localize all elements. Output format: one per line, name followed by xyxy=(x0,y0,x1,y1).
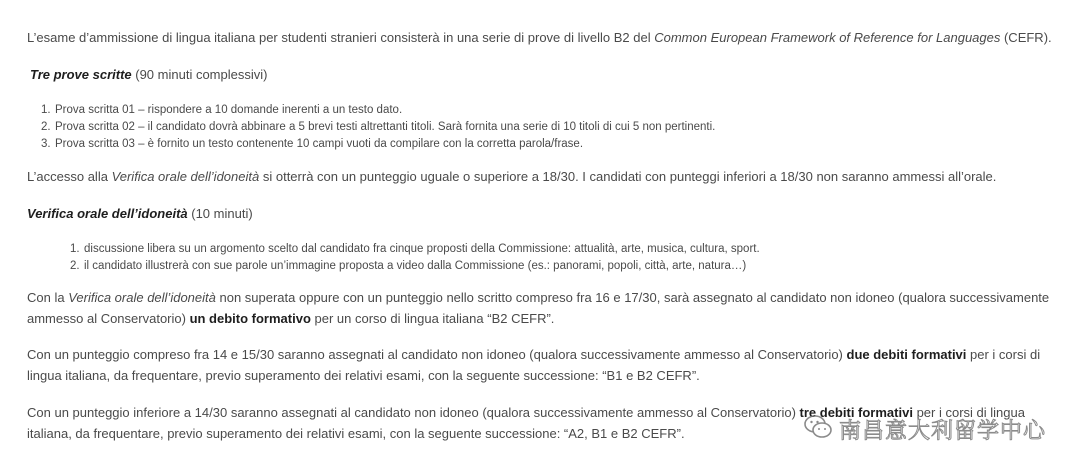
intro-paragraph: L’esame d’ammissione di lingua italiana per studenti stranieri consisterà in una serie di prove di livello B2 del Common European Framework of Reference for Languages (CEFR). xyxy=(27,30,1052,45)
list-item: 3. Prova scritta 03 – è fornito un testo contenente 10 campi vuoti da compilare con la corretta parola/frase. xyxy=(41,138,584,150)
wechat-icon xyxy=(803,414,833,445)
debit-two-paragraph: Con un punteggio compreso fra 14 e 15/30 saranno assegnati al candidato non idoneo (qualora successivamente ammesso al Conservatorio) due debiti formativi per i corsi di lingua italiana, da frequentare, previo superamento dei relativi esami, con la seguente successione: “B1 e B2 CEFR”. xyxy=(27,347,1041,383)
written-tests-duration: (90 minuti complessivi) xyxy=(131,67,268,82)
three-debits-label: tre debiti formativi xyxy=(799,405,913,420)
debit-one-paragraph: Con la Verifica orale dell’idoneità non superata oppure con un punteggio nello scritto compreso fra 16 e 17/30, sarà assegnato al candidato non idoneo (qualora successivamente ammesso al Conservatorio) un debito formativo per un corso di lingua italiana “B2 CEFR”. xyxy=(27,290,1050,326)
debit-three-paragraph: Con un punteggio inferiore a 14/30 saranno assegnati al candidato non idoneo (qualora successivamente ammesso al Conservatorio) tre debiti formativi per i corsi di lingua italiana, da frequentare, previo superamento dei relativi esami, con la seguente successione: “A2, B1 e B2 CEFR”. xyxy=(27,405,1025,441)
list-item: 1. discussione libera su un argomento scelto dal candidato fra cinque proposti della Commissione: attualità, arte, musica, cultura, sport. xyxy=(70,243,760,255)
oral-test-duration: (10 minuti) xyxy=(187,206,253,221)
list-item: 2. il candidato illustrerà con sue parole un’immagine proposta a video dalla Commissione (es.: panorami, popoli, città, arte, natura…) xyxy=(70,260,747,272)
list-item: 1. Prova scritta 01 – rispondere a 10 domande inerenti a un testo dato. xyxy=(41,104,403,116)
framework-name: Common European Framework of Reference for Languages xyxy=(654,30,1001,45)
two-debits-label: due debiti formativi xyxy=(846,347,967,362)
access-paragraph: L’accesso alla Verifica orale dell’idoneità si otterrà con un punteggio uguale o superiore a 18/30. I candidati con punteggi inferiori a 18/30 non saranno ammessi all’orale. xyxy=(27,169,997,184)
watermark-text: 南昌意大利留学中心 xyxy=(838,419,1046,444)
oral-test-list xyxy=(70,241,760,275)
oral-test-heading xyxy=(27,205,253,223)
oral-test-title: Verifica orale dell’idoneità xyxy=(27,206,188,221)
list-item: 2. Prova scritta 02 – il candidato dovrà abbinare a 5 brevi testi altrettanti titoli. Sarà fornita una serie di 10 titoli di cui 5 non pertinenti. xyxy=(41,121,716,133)
one-debit-label: un debito formativo xyxy=(189,311,311,326)
written-tests-title: Tre prove scritte xyxy=(30,67,132,82)
written-tests-list xyxy=(41,102,715,153)
watermark xyxy=(803,414,1046,445)
written-tests-heading xyxy=(30,66,267,84)
